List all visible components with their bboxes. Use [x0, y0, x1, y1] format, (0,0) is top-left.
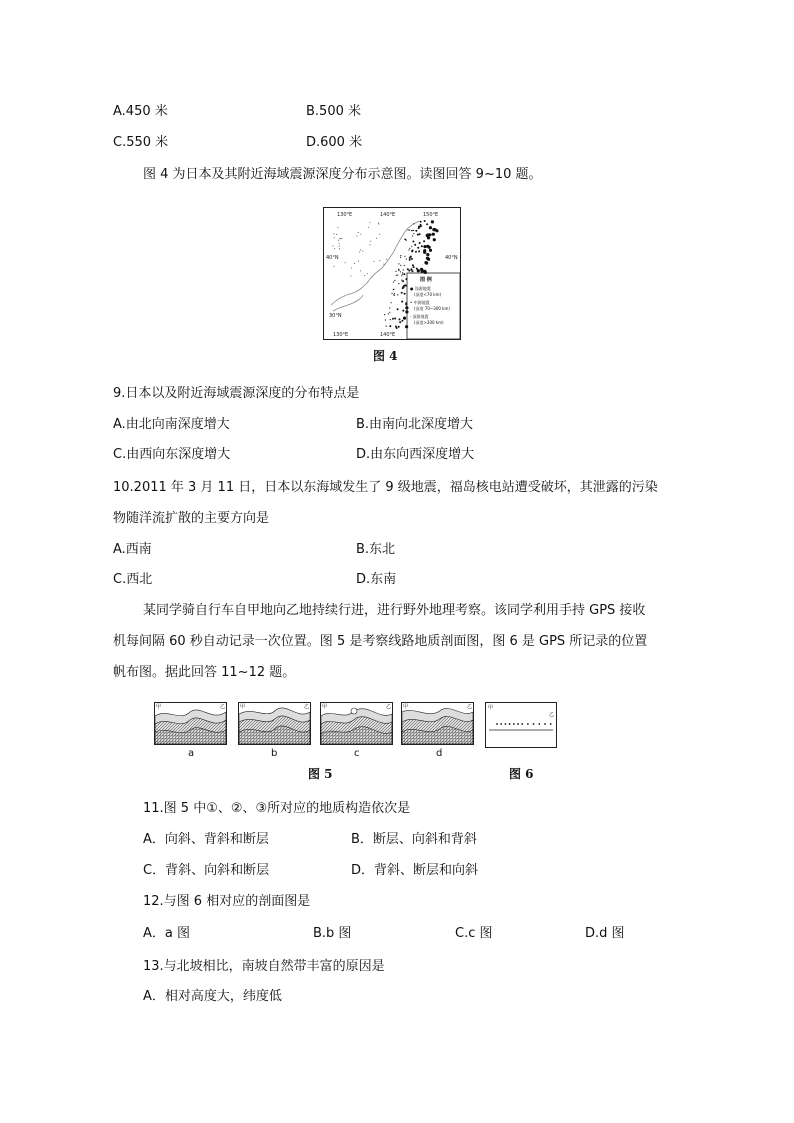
earthquake-dot [391, 293, 392, 294]
earthquake-dot [334, 248, 335, 249]
q12-option-b: B.b 图 [313, 926, 352, 941]
profile-label-end: 乙 [220, 704, 226, 710]
earthquake-dot [418, 226, 420, 228]
earthquake-dot [419, 242, 421, 244]
earthquake-dot [384, 314, 385, 315]
legend-medium: • 中源地震 [410, 300, 430, 305]
gps-point [521, 723, 523, 725]
q11-option-b: B．断层、向斜和背斜 [351, 832, 477, 847]
earthquake-dot [339, 243, 340, 244]
earthquake-dot [338, 240, 339, 241]
earthquake-dot [388, 313, 389, 314]
earthquake-dot [389, 312, 390, 313]
figure5-intro-line3: 帆布图。据此回答 11~12 题。 [113, 665, 296, 680]
q10-option-b: B.东北 [356, 542, 396, 557]
earthquake-dot [341, 238, 342, 239]
earthquake-dot [386, 326, 387, 327]
earthquake-dot [399, 318, 401, 320]
legend-shallow-sub: (深度<70 km) [414, 292, 442, 297]
earthquake-dot [378, 223, 379, 224]
q12-option-a: A．a 图 [143, 926, 190, 941]
earthquake-dot [389, 325, 391, 327]
earthquake-dot [409, 248, 410, 249]
gps-label-end: 乙 [549, 712, 555, 718]
earthquake-dot [413, 230, 414, 231]
earthquake-dot [360, 234, 361, 235]
earthquake-dot [393, 289, 394, 290]
earthquake-dot [351, 268, 352, 269]
earthquake-dot [402, 310, 404, 312]
earthquake-dot [398, 283, 399, 284]
earthquake-dot [401, 320, 403, 322]
earthquake-dot [405, 310, 408, 313]
earthquake-dot [412, 241, 414, 243]
earthquake-dot [413, 223, 414, 224]
earthquake-dot [406, 258, 407, 259]
earthquake-dot [423, 240, 425, 242]
earthquake-dot [426, 253, 429, 256]
profile-c [320, 702, 393, 745]
earthquake-dot [394, 293, 395, 294]
profile-b-label: b [271, 748, 278, 759]
earthquake-dot [394, 318, 396, 320]
profile-d [401, 702, 474, 745]
earthquake-dot [426, 245, 429, 248]
earthquake-dot [419, 233, 421, 235]
map-lon-label: 130°E [333, 332, 349, 338]
earthquake-dot [398, 269, 399, 270]
figure4-caption: 图 4 [373, 349, 398, 363]
earthquake-dot [339, 238, 340, 239]
legend-deep: · 深源地震 [410, 314, 429, 319]
earthquake-dot [339, 248, 340, 249]
earthquake-dot [433, 238, 436, 241]
earthquake-dot [385, 319, 386, 320]
earthquake-dot [333, 246, 334, 247]
earthquake-dot [389, 307, 390, 308]
earthquake-dot [394, 295, 395, 296]
earthquake-dot [420, 224, 422, 226]
earthquake-dot [402, 274, 403, 275]
earthquake-dot [423, 249, 426, 252]
earthquake-dot [404, 265, 405, 266]
q11-stem: 11.图 5 中①、②、③所对应的地质构造依次是 [143, 801, 411, 816]
earthquake-dot [378, 224, 379, 225]
earthquake-dot [376, 238, 377, 239]
q10-option-c: C.西北 [113, 572, 153, 587]
earthquake-dot [386, 259, 387, 260]
q8-option-d: D.600 米 [306, 135, 363, 150]
q10-option-d: D.东南 [356, 572, 397, 587]
earthquake-dot [411, 250, 413, 252]
earthquake-dot [405, 302, 407, 304]
earthquake-dot [403, 269, 404, 270]
earthquake-dot [415, 251, 417, 253]
earthquake-dot [402, 287, 404, 289]
earthquake-dot [400, 257, 401, 258]
q9-option-c: C.由西向东深度增大 [113, 447, 231, 462]
earthquake-dot [379, 260, 380, 261]
earthquake-dot [426, 223, 428, 225]
earthquake-dot [417, 269, 420, 272]
legend-deep-sub: (深度>300 km) [414, 320, 444, 325]
legend-medium-sub: (深度 70~300 km) [414, 306, 450, 311]
earthquake-dot [395, 271, 396, 272]
q9-stem: 9.日本以及附近海域震源深度的分布特点是 [113, 386, 360, 401]
q11-option-a: A．向斜、背斜和断层 [143, 832, 269, 847]
earthquake-dot [409, 259, 411, 261]
earthquake-dot [396, 275, 397, 276]
q9-option-b: B.由南向北深度增大 [356, 417, 474, 432]
earthquake-dot [403, 317, 406, 320]
map-lon-label: 130°E [337, 212, 353, 218]
profile-b [238, 702, 311, 745]
earthquake-dot [401, 292, 403, 294]
gps-point [509, 723, 511, 725]
earthquake-dot [400, 255, 401, 256]
earthquake-dot [356, 236, 357, 237]
gps-point [496, 723, 498, 725]
gps-point [527, 723, 529, 725]
earthquake-dot [379, 234, 380, 235]
map-lat-label: 40°N [445, 255, 458, 261]
earthquake-dot [364, 275, 365, 276]
earthquake-dot [402, 272, 403, 273]
gps-point [544, 723, 546, 725]
earthquake-dot [360, 270, 361, 271]
earthquake-dot [359, 252, 360, 253]
q12-option-d: D.d 图 [585, 926, 625, 941]
earthquake-dot [424, 271, 427, 274]
earthquake-dot [416, 268, 418, 270]
earthquake-dot [407, 268, 409, 270]
earthquake-dot [412, 235, 413, 236]
earthquake-dot [401, 280, 402, 281]
earthquake-dot [411, 258, 413, 260]
q9-option-d: D.由东向西深度增大 [356, 447, 475, 462]
profile-c-label: c [354, 748, 360, 759]
q13-option-a: A．相对高度大，纬度低 [143, 989, 282, 1004]
earthquake-dot [426, 234, 429, 237]
earthquake-dot [354, 263, 355, 264]
gps-point [505, 723, 507, 725]
earthquake-dot [334, 237, 335, 238]
gps-point [538, 723, 540, 725]
earthquake-dot [435, 229, 438, 232]
earthquake-dot [404, 256, 405, 257]
earthquake-dot [345, 262, 346, 263]
earthquake-dot [390, 319, 391, 320]
profile-a-label: a [188, 748, 195, 759]
earthquake-dot [334, 266, 335, 267]
earthquake-dot [417, 234, 419, 236]
earthquake-dot [383, 264, 384, 265]
q12-stem: 12.与图 6 相对应的剖面图是 [143, 894, 311, 909]
earthquake-dot [336, 234, 337, 235]
earthquake-dot [424, 261, 427, 264]
q11-option-d: D．背斜、断层和向斜 [351, 863, 479, 878]
gps-point [533, 723, 535, 725]
earthquake-dot [417, 247, 419, 249]
earthquake-dot [350, 275, 351, 276]
profile-label-end: 乙 [304, 704, 310, 710]
q12-option-c: C.c 图 [455, 926, 493, 941]
gps-point [550, 723, 552, 725]
profile-a [154, 702, 227, 745]
earthquake-dot [405, 278, 407, 280]
earthquake-dot [367, 273, 368, 274]
earthquake-dot [401, 275, 402, 276]
earthquake-dot [429, 249, 432, 252]
earthquake-dot [369, 244, 370, 245]
earthquake-dot [358, 261, 359, 262]
earthquake-dot [431, 220, 434, 223]
earthquake-dot [423, 245, 426, 248]
profile-d-label: d [436, 748, 443, 759]
profile-label-start: 甲 [156, 704, 162, 710]
earthquake-dot [427, 258, 430, 261]
q8-option-a: A.450 米 [113, 104, 168, 119]
q10-option-a: A.西南 [113, 542, 152, 557]
earthquake-dot [408, 229, 409, 230]
earthquake-dot [403, 273, 405, 275]
earthquake-dot [433, 228, 436, 231]
earthquake-dot [393, 281, 394, 282]
earthquake-dot [394, 280, 395, 281]
legend-shallow: ● 浅源地震 [410, 286, 431, 291]
earthquake-dot [414, 244, 416, 246]
gps-label-start: 甲 [488, 705, 494, 711]
q8-option-b: B.500 米 [306, 104, 361, 119]
earthquake-dot [405, 306, 408, 309]
figure5-intro-line1: 某同学骑自行车自甲地向乙地持续行进，进行野外地理考察。该同学利用手持 GPS 接收 [143, 603, 646, 618]
profile-label-start: 甲 [322, 704, 328, 710]
map-lon-label: 140°E [380, 212, 396, 218]
earthquake-dot [413, 233, 414, 234]
figure6-caption: 图 6 [509, 767, 534, 781]
earthquake-dot [392, 318, 394, 320]
earthquake-dot [397, 294, 398, 295]
earthquake-dot [404, 293, 406, 295]
earthquake-dot [362, 251, 363, 252]
earthquake-dot [398, 270, 399, 271]
q9-option-a: A.由北向南深度增大 [113, 417, 230, 432]
earthquake-dot [333, 233, 334, 234]
q8-option-c: C.550 米 [113, 135, 169, 150]
earthquake-dot [405, 285, 407, 287]
earthquake-dot [413, 266, 415, 268]
earthquake-dot [404, 239, 405, 240]
map-lat-label: 40°N [326, 255, 339, 261]
earthquake-dot [412, 264, 414, 266]
q11-option-c: C．背斜、向斜和断层 [143, 863, 270, 878]
earthquake-dot [411, 246, 412, 247]
profile-label-end: 乙 [467, 704, 473, 710]
earthquake-dot [402, 280, 404, 282]
earthquake-dot [360, 250, 361, 251]
earthquake-dot [399, 321, 401, 323]
earthquake-dot [339, 246, 340, 247]
earthquake-dot [358, 232, 359, 233]
earthquake-dot [401, 301, 403, 303]
earthquake-dot [398, 326, 400, 328]
gps-point [517, 723, 519, 725]
earthquake-dot [408, 249, 409, 250]
earthquake-dot [412, 270, 414, 272]
gps-point [513, 723, 515, 725]
map-lon-label: 140°E [380, 332, 396, 338]
map-lon-label: 150°E [423, 212, 439, 218]
gps-point [500, 723, 502, 725]
legend-title: 图 例 [420, 277, 432, 283]
earthquake-dot [420, 221, 422, 223]
profile-label-start: 甲 [240, 704, 246, 710]
earthquake-dot [395, 326, 397, 328]
earthquake-dot [337, 227, 338, 228]
profile-label-start: 甲 [403, 704, 409, 710]
figure5-caption: 图 5 [308, 767, 333, 781]
map-lat-label: 30°N [329, 313, 342, 319]
earthquake-dot [368, 227, 369, 228]
earthquake-dot [369, 222, 370, 223]
figure5-intro-line2: 机每间隔 60 秒自动记录一次位置。图 5 是考察线路地质剖面图，图 6 是 GPS 所记录的位置 [113, 634, 648, 649]
earthquake-dot [409, 230, 410, 231]
figure4-intro: 图 4 为日本及其附近海域震源深度分布示意图。读图回答 9~10 题。 [143, 167, 542, 182]
q10-stem-line2: 物随洋流扩散的主要方向是 [113, 511, 270, 526]
earthquake-dot [370, 241, 371, 242]
earthquake-dot [415, 230, 417, 232]
earthquake-dot [421, 245, 423, 247]
earthquake-dot [400, 265, 401, 266]
earthquake-dot [405, 325, 408, 328]
earthquake-dot [398, 263, 399, 264]
earthquake-dot [410, 268, 412, 270]
q13-stem: 13.与北坡相比，南坡自然带丰富的原因是 [143, 959, 385, 974]
earthquake-dot [409, 257, 411, 259]
earthquake-dot [397, 274, 398, 275]
figure4-map [323, 207, 461, 340]
earthquake-dot [424, 220, 426, 222]
earthquake-dot [432, 233, 435, 236]
profile-label-end: 乙 [386, 704, 392, 710]
earthquake-dot [391, 302, 392, 303]
earthquake-dot [418, 250, 420, 252]
q10-stem-line1: 10.2011 年 3 月 11 日，日本以东海域发生了 9 级地震，福岛核电站遭受破坏，其泄露的污染 [113, 480, 658, 495]
earthquake-dot [373, 261, 374, 262]
earthquake-dot [429, 226, 432, 229]
earthquake-dot [411, 230, 412, 231]
earthquake-dot [400, 271, 401, 272]
earthquake-dot [421, 269, 424, 272]
figure6-gps-plot [485, 702, 557, 748]
earthquake-dot [397, 308, 399, 310]
